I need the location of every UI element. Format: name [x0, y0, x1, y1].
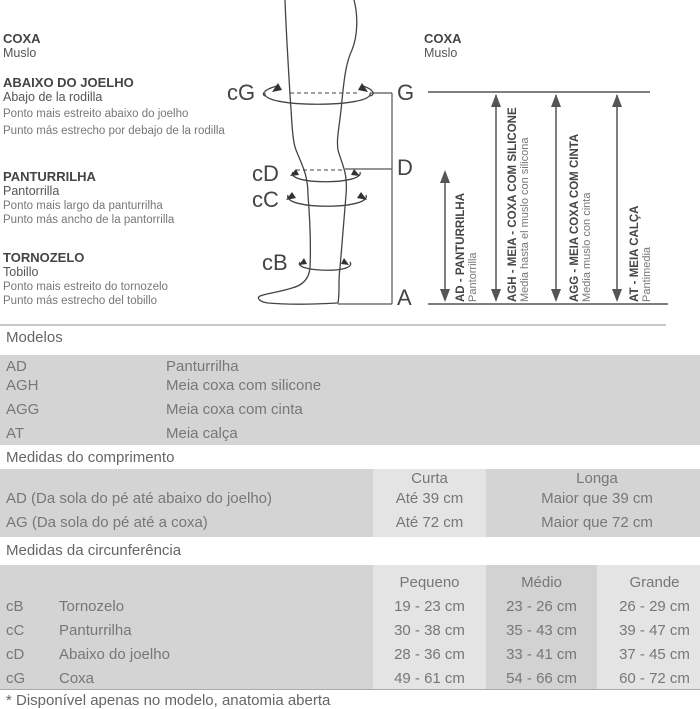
circunferencia-table — [0, 565, 700, 689]
model-code: AGH — [6, 377, 39, 394]
marker-G: G — [397, 80, 415, 105]
header-longa: Longa — [576, 470, 618, 487]
cell-pequeno: 19 - 23 cm — [394, 598, 465, 615]
label-panturrilha — [3, 169, 174, 227]
row-code: cD — [6, 646, 25, 663]
row-label: AD (Da sola do pé até abaixo do joelho) — [6, 490, 273, 507]
cell-curta: Até 39 cm — [395, 490, 464, 507]
label-title: PANTURRILHA — [3, 169, 96, 184]
label-subtitle: Muslo — [424, 46, 458, 60]
modelos-table — [0, 355, 700, 445]
marker-cB: cB — [262, 250, 288, 275]
cell-pequeno: 28 - 36 cm — [394, 646, 465, 663]
label-title: COXA — [424, 31, 462, 46]
label-subtitle: Abajo de la rodilla — [3, 90, 103, 104]
marker-A: A — [397, 285, 412, 310]
header-pequeno: Pequeno — [399, 574, 460, 591]
arrow-title: AGH - MEIA - COXA COM SILICONE — [507, 107, 519, 302]
arrow-label-at — [629, 206, 653, 302]
label-desc-es: Punto más estrecho del tobillo — [3, 295, 158, 307]
marker-cG: cG — [227, 80, 256, 105]
model-name: Meia calça — [166, 425, 238, 442]
cell-curta: Até 72 cm — [395, 514, 464, 531]
row-name: Tornozelo — [59, 598, 125, 615]
label-desc-pt: Ponto mais estreito do tornozelo — [3, 281, 168, 293]
cell-medio: 35 - 43 cm — [506, 622, 577, 639]
arrow-subtitle: Media hasta el muslo con silicona — [519, 137, 531, 302]
arrow-title: AT - MEIA CALÇA — [629, 205, 641, 302]
arrow-subtitle: Media muslo con cinta — [581, 192, 593, 302]
label-title: ABAIXO DO JOELHO — [3, 75, 134, 90]
table-bottom-border — [0, 689, 700, 690]
cell-grande: 60 - 72 cm — [619, 670, 690, 687]
label-desc-es: Punto más estrecho por debajo de la rodilla — [3, 125, 225, 137]
footnote: * Disponível apenas no modelo, anatomia aberta — [6, 692, 331, 709]
arrow-subtitle: Pantorrilla — [467, 252, 479, 302]
cell-medio: 33 - 41 cm — [506, 646, 577, 663]
model-name: Meia coxa com silicone — [166, 377, 322, 394]
row-name: Coxa — [59, 670, 95, 687]
model-code: AT — [6, 425, 25, 442]
cell-longa: Maior que 72 cm — [541, 514, 653, 531]
row-name: Abaixo do joelho — [59, 646, 170, 663]
label-title: COXA — [3, 31, 41, 46]
row-code: cG — [6, 670, 26, 687]
cell-pequeno: 49 - 61 cm — [394, 670, 465, 687]
arrow-subtitle: Pantimedia — [641, 246, 653, 302]
row-code: cC — [6, 622, 25, 639]
model-code: AD — [6, 358, 27, 375]
cell-grande: 26 - 29 cm — [619, 598, 690, 615]
leg-diagram-icon — [220, 0, 420, 320]
arrow-label-ad — [455, 193, 479, 302]
header-curta: Curta — [411, 470, 448, 487]
cell-medio: 54 - 66 cm — [506, 670, 577, 687]
label-tornozelo — [3, 250, 168, 308]
arrow-label-agg — [569, 134, 593, 302]
cell-grande: 37 - 45 cm — [619, 646, 690, 663]
label-desc-es: Punto más ancho de la pantorrilla — [3, 214, 175, 226]
label-abaixo-joelho — [3, 75, 225, 138]
label-desc-pt: Ponto mais largo da panturrilha — [3, 200, 163, 212]
header-grande: Grande — [629, 574, 680, 591]
model-name: Panturrilha — [166, 358, 239, 375]
cell-medio: 23 - 26 cm — [506, 598, 577, 615]
label-coxa — [3, 31, 41, 61]
model-name: Meia coxa com cinta — [166, 401, 303, 418]
label-subtitle: Tobillo — [3, 265, 39, 279]
comprimento-title: Medidas do comprimento — [6, 449, 175, 466]
row-label: AG (Da sola do pé até a coxa) — [6, 514, 208, 531]
marker-cC: cC — [252, 187, 279, 212]
arrow-title: AD - PANTURRILHA — [455, 192, 467, 302]
label-subtitle: Muslo — [3, 46, 37, 60]
model-code: AGG — [6, 401, 40, 418]
cell-longa: Maior que 39 cm — [541, 490, 653, 507]
cell-grande: 39 - 47 cm — [619, 622, 690, 639]
modelos-title: Modelos — [6, 329, 63, 346]
marker-D: D — [397, 155, 413, 180]
header-medio: Médio — [521, 574, 562, 591]
row-code: cB — [6, 598, 24, 615]
label-subtitle: Pantorrilla — [3, 184, 60, 198]
cell-pequeno: 30 - 38 cm — [394, 622, 465, 639]
marker-cD: cD — [252, 161, 279, 186]
label-desc-pt: Ponto mais estreito abaixo do joelho — [3, 108, 189, 120]
row-name: Panturrilha — [59, 622, 132, 639]
comprimento-table — [0, 469, 700, 537]
divider — [0, 324, 666, 326]
circunferencia-title: Medidas da circunferência — [6, 542, 182, 559]
arrow-title: AGG - MEIA COXA COM CINTA — [569, 133, 581, 302]
label-title: TORNOZELO — [3, 250, 85, 265]
arrow-label-agh — [507, 107, 531, 302]
right-label-coxa — [424, 31, 462, 61]
